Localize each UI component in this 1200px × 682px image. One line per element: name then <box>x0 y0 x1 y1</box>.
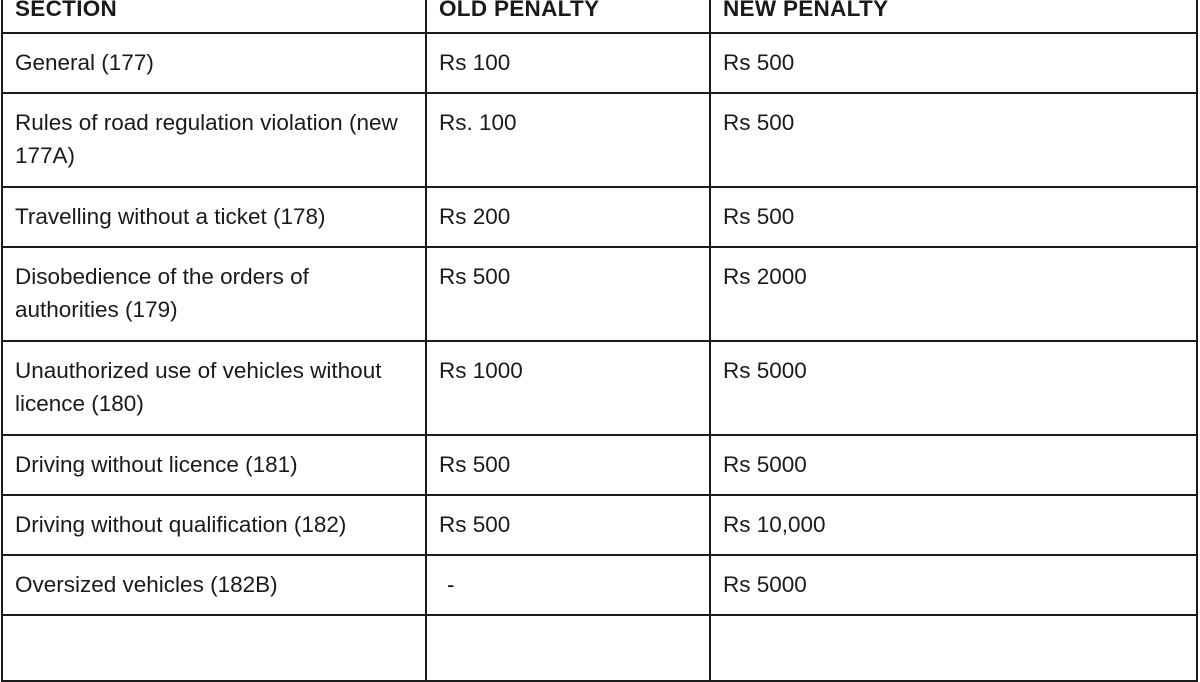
cell-new-penalty: Rs 5000 <box>710 435 1197 495</box>
cell-old-penalty: Rs 500 <box>426 435 710 495</box>
cell-section: Driving without licence (181) <box>2 435 426 495</box>
cell-old-penalty: Rs. 100 <box>426 93 710 187</box>
cell-section: Oversized vehicles (182B) <box>2 555 426 615</box>
table-row <box>2 435 1197 495</box>
cell-new-penalty: Rs 2000 <box>710 247 1197 341</box>
cell-section: Disobedience of the orders of authorities (179) <box>2 247 426 341</box>
cell-old-penalty: Rs 1000 <box>426 341 710 435</box>
cell-new-penalty: Rs 500 <box>710 93 1197 187</box>
table-row <box>2 341 1197 435</box>
cell-old-penalty <box>426 615 710 681</box>
cell-old-penalty: - <box>426 555 710 615</box>
cell-section <box>2 615 426 681</box>
table-row <box>2 247 1197 341</box>
penalty-table <box>1 0 1198 682</box>
header-section: SECTION <box>2 0 426 33</box>
table-row <box>2 555 1197 615</box>
table-row <box>2 495 1197 555</box>
cell-new-penalty: Rs 500 <box>710 33 1197 93</box>
cell-new-penalty: Rs 5000 <box>710 341 1197 435</box>
table-row <box>2 187 1197 247</box>
cell-old-penalty: Rs 100 <box>426 33 710 93</box>
cell-old-penalty: Rs 500 <box>426 495 710 555</box>
cell-old-penalty: Rs 500 <box>426 247 710 341</box>
table-header-row <box>2 0 1197 33</box>
table-row-clipped <box>2 615 1197 681</box>
cell-section: Rules of road regulation violation (new 177A) <box>2 93 426 187</box>
header-new-penalty: NEW PENALTY <box>710 0 1197 33</box>
cell-section: Travelling without a ticket (178) <box>2 187 426 247</box>
cell-old-penalty: Rs 200 <box>426 187 710 247</box>
cell-section: General (177) <box>2 33 426 93</box>
cell-new-penalty <box>710 615 1197 681</box>
cell-new-penalty: Rs 500 <box>710 187 1197 247</box>
cell-section: Driving without qualification (182) <box>2 495 426 555</box>
header-old-penalty: OLD PENALTY <box>426 0 710 33</box>
table-row <box>2 33 1197 93</box>
cell-new-penalty: Rs 5000 <box>710 555 1197 615</box>
cell-section: Unauthorized use of vehicles without licence (180) <box>2 341 426 435</box>
cell-new-penalty: Rs 10,000 <box>710 495 1197 555</box>
table-row <box>2 93 1197 187</box>
